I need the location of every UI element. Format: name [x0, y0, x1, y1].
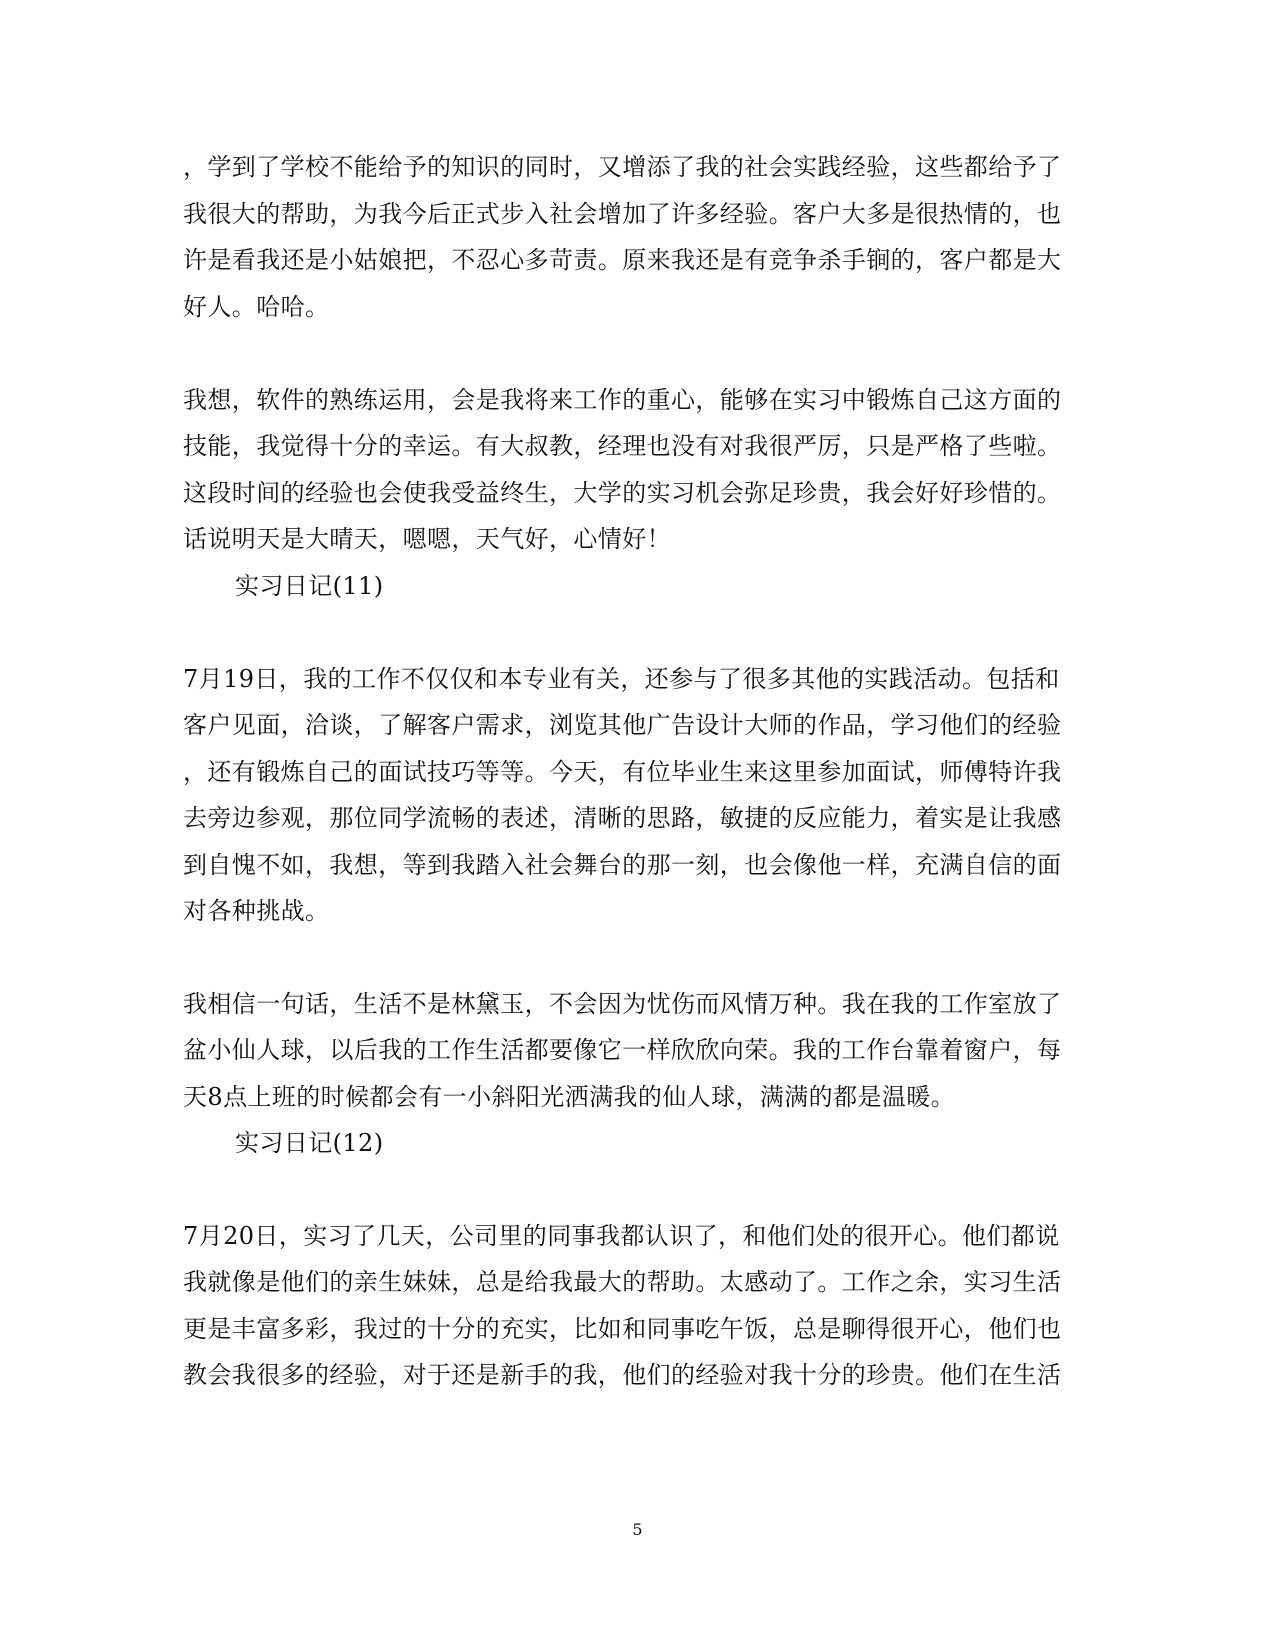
diary-heading: 实习日记(11)	[235, 572, 384, 600]
text-line: ，还有锻炼自己的面试技巧等等。今天，有位毕业生来这里参加面试，师傅特许我	[183, 758, 1062, 786]
text-line: 盆小仙人球，以后我的工作生活都要像它一样欣欣向荣。我的工作台靠着窗户，每	[183, 1036, 1062, 1064]
page-number: 5	[632, 1520, 643, 1539]
text-line: 技能，我觉得十分的幸运。有大叔教，经理也没有对我很严厉，只是严格了些啦。	[183, 432, 1062, 460]
text-line: 我很大的帮助，为我今后正式步入社会增加了许多经验。客户大多是很热情的，也	[183, 200, 1062, 228]
text-line: 这段时间的经验也会使我受益终生，大学的实习机会弥足珍贵，我会好好珍惜的。	[183, 479, 1062, 507]
text-line: 去旁边参观，那位同学流畅的表述，清晰的思路，敏捷的反应能力，着实是让我感	[183, 804, 1062, 832]
text-line: 好人。哈哈。	[183, 293, 330, 321]
text-line: 更是丰富多彩，我过的十分的充实，比如和同事吃午饭，总是聊得很开心，他们也	[183, 1315, 1062, 1343]
text-line: 7月20日，实习了几天，公司里的同事我都认识了，和他们处的很开心。他们都说	[183, 1222, 1060, 1250]
text-line: 对各种挑战。	[183, 897, 330, 925]
text-line: 我相信一句话，生活不是林黛玉，不会因为忧伤而风情万种。我在我的工作室放了	[183, 990, 1062, 1018]
text-line: 客户见面，洽谈，了解客户需求，浏览其他广告设计大师的作品，学习他们的经验	[183, 711, 1062, 739]
diary-heading: 实习日记(12)	[235, 1129, 384, 1157]
text-line: 许是看我还是小姑娘把，不忍心多苛责。原来我还是有竞争杀手锏的，客户都是大	[183, 246, 1062, 274]
text-line: 教会我很多的经验，对于还是新手的我，他们的经验对我十分的珍贵。他们在生活	[183, 1361, 1062, 1389]
text-line: 我就像是他们的亲生妹妹，总是给我最大的帮助。太感动了。工作之余，实习生活	[183, 1268, 1062, 1296]
text-line: 天8点上班的时候都会有一小斜阳光洒满我的仙人球，满满的都是温暖。	[183, 1083, 956, 1111]
text-line: 话说明天是大晴天，嗯嗯，天气好，心情好！	[183, 525, 671, 553]
text-line: ，学到了学校不能给予的知识的同时，又增添了我的社会实践经验，这些都给予了	[183, 153, 1062, 181]
text-line: 到自愧不如，我想，等到我踏入社会舞台的那一刻，也会像他一样，充满自信的面	[183, 851, 1062, 879]
text-line: 7月19日，我的工作不仅仅和本专业有关，还参与了很多其他的实践活动。包括和	[183, 665, 1060, 693]
text-line: 我想，软件的熟练运用，会是我将来工作的重心，能够在实习中锻炼自己这方面的	[183, 386, 1062, 414]
